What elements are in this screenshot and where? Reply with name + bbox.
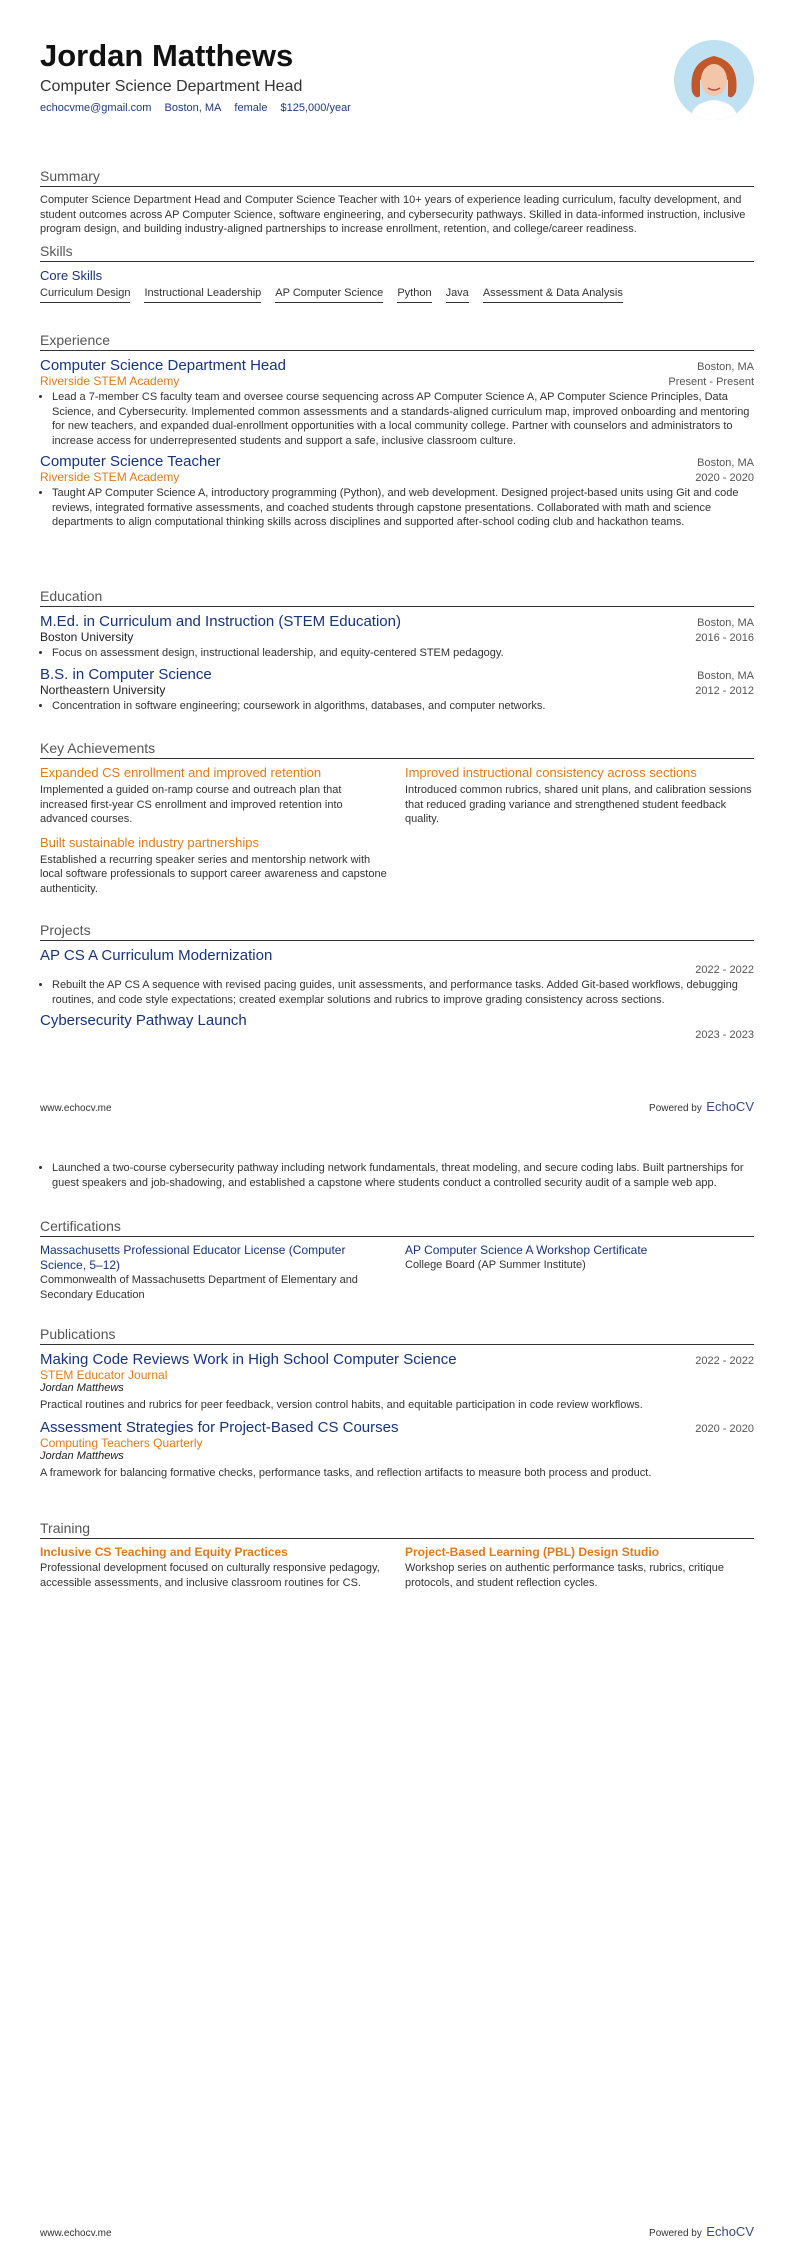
education-dates: 2016 - 2016 [695,632,754,644]
achievements-section [40,740,754,896]
job-title: Computer Science Department Head [40,357,286,374]
brand-logo-text[interactable]: EchoCV [706,2224,754,2239]
candidate-name: Jordan Matthews [40,38,294,73]
publication-dates: 2020 - 2020 [695,1422,754,1435]
project-entry [40,1012,754,1041]
skill-tag: Java [446,287,469,303]
achievement-title: Improved instructional consistency across sections [405,765,697,780]
section-title: Certifications [40,1218,754,1237]
publication-entry [40,1419,754,1481]
skill-tag: Assessment & Data Analysis [483,287,623,303]
projects-continued [40,1159,754,1190]
education-section [40,588,754,713]
job-bullet: • Lead a 7-member CS faculty team and oversee course sequencing across AP Computer Science A, AP Computer Science Principles, Data Science, and Cybersecurity. Implemented common assessments and a standards-aligned curriculum map, improved onboarding and mentoring for new teachers, and expanded dual-enrollment opportunities with a local community college. Partner with counselors and administrators to increase access for underrepresented students and support a safe, inclusive classroom culture. [52,390,754,448]
skills-section [40,243,754,303]
project-dates: 2023 - 2023 [695,1029,754,1041]
project-title: Cybersecurity Pathway Launch [40,1012,247,1029]
education-entry [40,613,754,661]
degree-title: M.Ed. in Curriculum and Instruction (STEM Education) [40,613,401,630]
page-footer [40,2223,754,2241]
school-name: Northeastern University [40,682,166,697]
degree-title: B.S. in Computer Science [40,665,212,683]
summary-section [40,168,754,237]
section-title: Publications [40,1326,754,1345]
publications-section [40,1326,754,1480]
resume-page-2 [0,1123,794,2246]
job-dates: 2020 - 2020 [695,472,754,484]
project-dates: 2022 - 2022 [695,964,754,976]
education-entry [40,666,754,714]
skill-tag: Python [397,287,431,303]
skills-list [40,287,754,303]
publication-summary: A framework for balancing formative checks, performance tasks, and reflection artifacts to measure both process and product. [40,1466,652,1479]
footer-site-link[interactable]: www.echocv.me [40,2228,112,2239]
skill-tag: Instructional Leadership [144,287,261,303]
candidate-title: Computer Science Department Head [40,78,303,95]
salary: $125,000/year [280,102,351,114]
experience-entry [40,357,754,448]
footer-brand [649,2223,754,2241]
publication-title: Assessment Strategies for Project-Based CS Courses [40,1418,399,1436]
project-bullet: • Rebuilt the AP CS A sequence with revised pacing guides, unit assessments, and performance tasks. Added Git-based workflows, debugging routines, and code style expectations; created exemplar solutions and rubrics to improve grading consistency across sections. [52,978,754,1007]
projects-section [40,922,754,1041]
summary-text: Computer Science Department Head and Computer Science Teacher with 10+ years of experience leading curriculum, faculty development, and student outcomes across AP Computer Science, software engineering, and cybersecurity pathways. Skilled in data-informed instruction, inclusive program design, and building industry-aligned partnerships to increase enrollment, retention, and college/career readiness. [40,194,746,235]
certification-item [40,1243,389,1302]
job-location: Boston, MA [697,361,754,373]
training-title: Project-Based Learning (PBL) Design Studio [405,1545,660,1559]
training-text: Workshop series on authentic performance tasks, rubrics, critique protocols, and student reflection cycles. [405,1562,724,1589]
school-location: Boston, MA [697,617,754,629]
avatar-portrait-icon [674,40,754,120]
school-name: Boston University [40,630,134,644]
certification-issuer: College Board (AP Summer Institute) [405,1259,586,1271]
education-bullet: • Focus on assessment design, instructional leadership, and equity-centered STEM pedagogy. [52,646,754,661]
location: Boston, MA [164,102,222,114]
experience-entry [40,453,754,530]
school-location: Boston, MA [697,669,754,682]
gender: female [234,102,268,114]
achievement-text: Implemented a guided on-ramp course and outreach plan that increased first-year CS enrollment and improved retention into advanced courses. [40,784,343,825]
publication-venue: STEM Educator Journal [40,1368,168,1382]
publication-title: Making Code Reviews Work in High School Computer Science [40,1351,457,1368]
education-bullet: • Concentration in software engineering; coursework in algorithms, databases, and computer networks. [52,699,754,714]
certifications-section [40,1218,754,1302]
page-footer [40,1098,754,1116]
certification-title: AP Computer Science A Workshop Certificate [405,1243,648,1257]
achievement-title: Built sustainable industry partnerships [40,834,259,850]
section-title: Education [40,588,754,607]
project-entry [40,947,754,1007]
training-section [40,1520,754,1590]
powered-by-label: Powered by [649,2228,702,2239]
publication-entry [40,1351,754,1413]
achievement-title: Expanded CS enrollment and improved retention [40,765,322,780]
publication-summary: Practical routines and rubrics for peer feedback, version control habits, and equitable participation in code review workflows. [40,1399,643,1411]
section-title: Experience [40,332,754,351]
avatar [674,40,754,120]
company-name: Riverside STEM Academy [40,374,180,388]
education-dates: 2012 - 2012 [695,684,754,697]
company-name: Riverside STEM Academy [40,470,180,484]
section-title: Projects [40,922,754,941]
footer-site-link[interactable]: www.echocv.me [40,1103,112,1114]
training-title: Inclusive CS Teaching and Equity Practices [40,1545,288,1559]
certification-issuer: Commonwealth of Massachusetts Department of Elementary and Secondary Education [40,1274,358,1301]
job-location: Boston, MA [697,457,754,469]
certification-item [405,1243,754,1302]
achievement-item [40,765,389,827]
job-title: Computer Science Teacher [40,453,221,470]
email-link[interactable]: echocvme@gmail.com [40,102,152,114]
brand-logo-text[interactable]: EchoCV [706,1099,754,1114]
publication-venue: Computing Teachers Quarterly [40,1435,203,1450]
contact-line [40,102,754,114]
publication-author: Jordan Matthews [40,1382,124,1394]
achievement-item [40,835,389,897]
training-item [40,1545,389,1590]
publication-dates: 2022 - 2022 [695,1355,754,1367]
skill-tag: Curriculum Design [40,287,130,303]
project-bullet: • Launched a two-course cybersecurity pathway including network fundamentals, threat modeling, and secure coding labs. Built partnerships for guest speakers and job-shadowing, and established a capstone where students conduct a controlled security audit of a sample web app. [52,1161,754,1190]
section-title: Skills [40,243,754,262]
publication-author: Jordan Matthews [40,1449,124,1462]
skill-tag: AP Computer Science [275,287,383,303]
section-title: Key Achievements [40,740,754,759]
training-text: Professional development focused on culturally responsive pedagogy, accessible assessments, and inclusive classroom routines for CS. [40,1562,380,1589]
powered-by-label: Powered by [649,1103,702,1114]
footer-brand [649,1098,754,1116]
project-title: AP CS A Curriculum Modernization [40,947,273,964]
job-dates: Present - Present [668,376,754,388]
achievement-item [405,765,754,827]
section-title: Summary [40,168,754,187]
job-bullet: • Taught AP Computer Science A, introductory programming (Python), and web development. Designed project-based units using Git and code reviews, integrated formative assessments, and coached students through capstone presentations. Collaborated with math and science departments to align computational thinking skills across disciplines and supported after-school coding club and hackathon teams. [52,486,754,530]
certification-title: Massachusetts Professional Educator License (Computer Science, 5–12) [40,1243,346,1272]
section-title: Training [40,1520,754,1539]
header [40,38,754,114]
skills-group-title: Core Skills [40,268,103,283]
experience-section [40,332,754,530]
training-item [405,1545,754,1590]
achievement-text: Established a recurring speaker series and mentorship network with local software professionals to support career awareness and capstone authenticity. [40,853,387,895]
achievement-text: Introduced common rubrics, shared unit plans, and calibration sessions that reduced grading variance and strengthened student feedback quality. [405,784,752,825]
